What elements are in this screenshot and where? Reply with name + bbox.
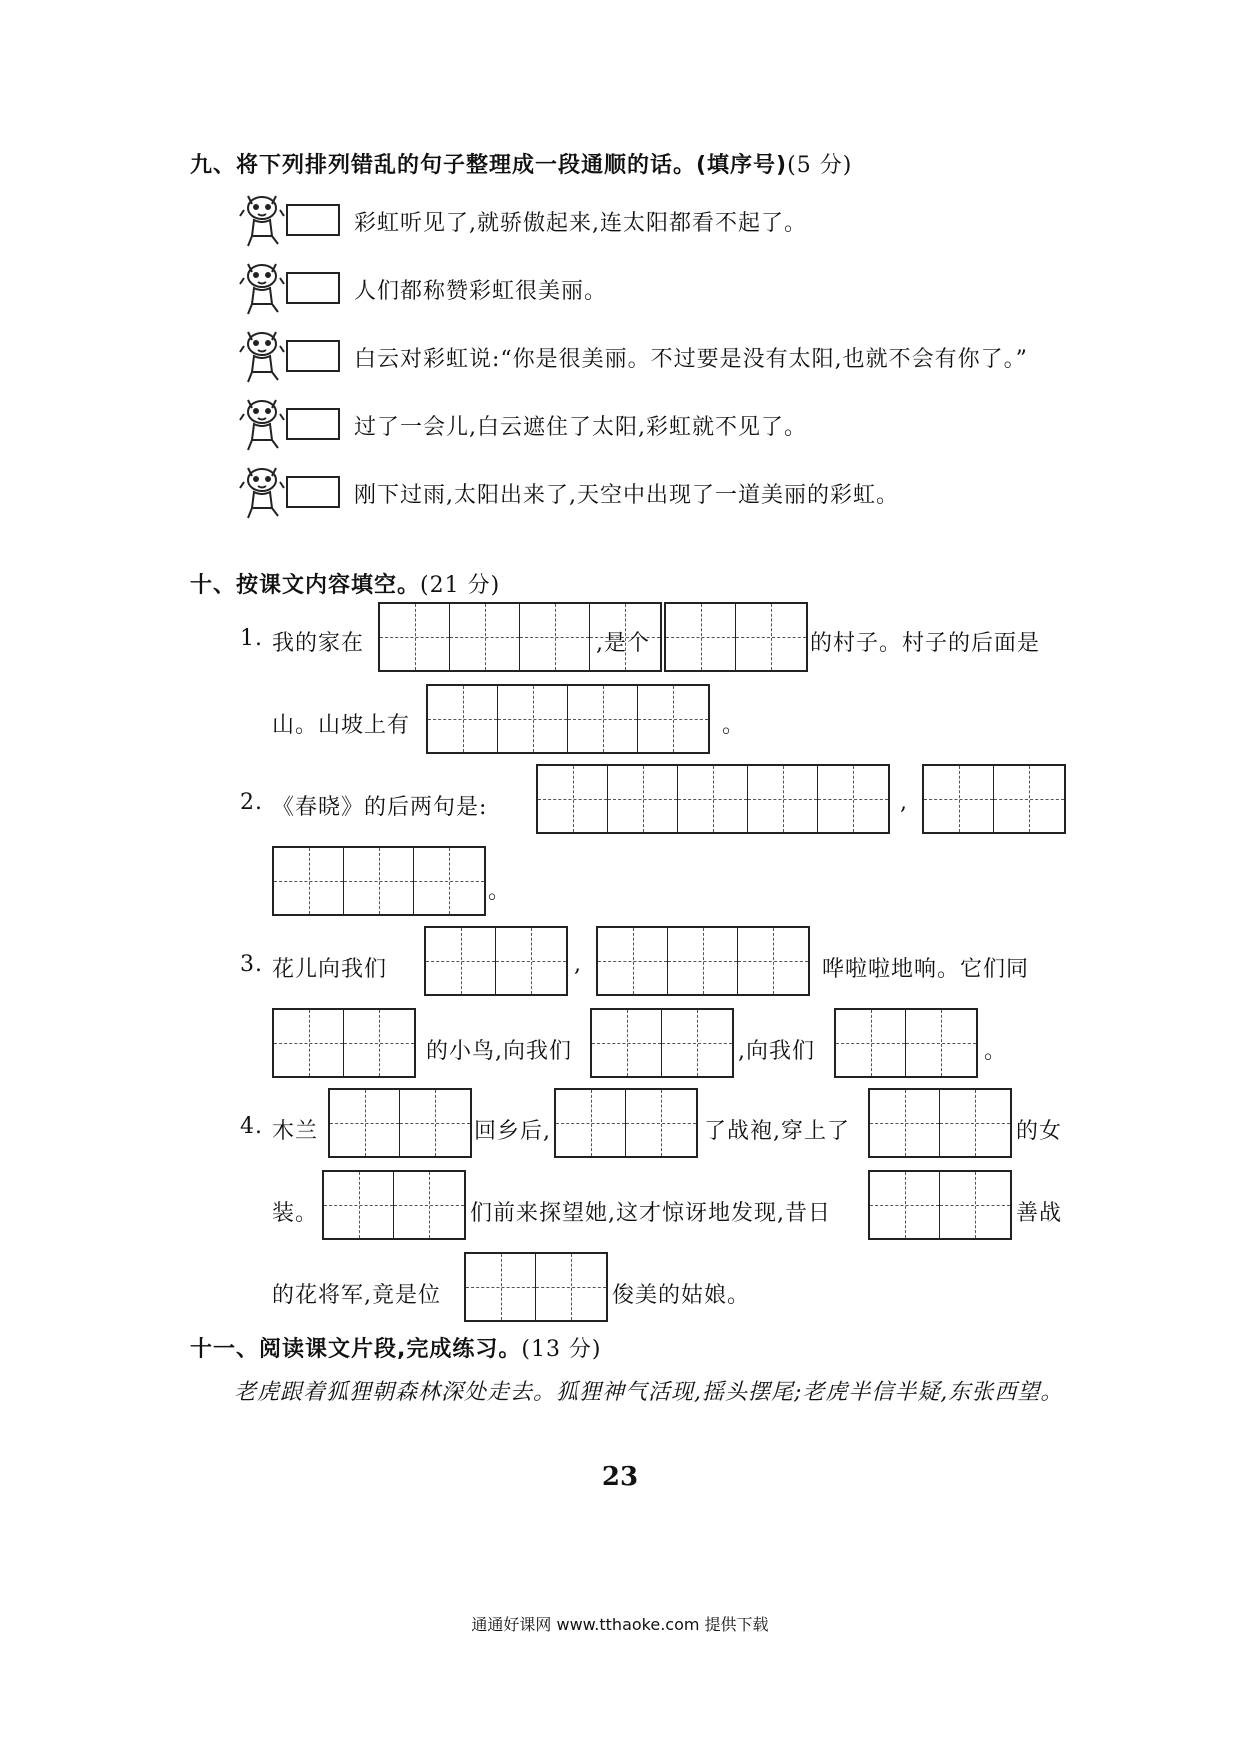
q4-text-b: 回乡后,	[474, 1119, 551, 1144]
answer-grid[interactable]	[596, 926, 810, 996]
grid-cell[interactable]	[870, 1172, 940, 1238]
grid-cell[interactable]	[520, 604, 590, 670]
grid-cell[interactable]	[426, 928, 496, 994]
answer-grid[interactable]	[868, 1170, 1012, 1240]
grid-cell[interactable]	[940, 1172, 1010, 1238]
q1-text-e: 。	[722, 713, 746, 738]
answer-grid[interactable]	[834, 1008, 978, 1078]
grid-cell[interactable]	[568, 686, 638, 752]
grid-cell[interactable]	[836, 1010, 906, 1076]
grid-cell[interactable]	[274, 848, 344, 914]
answer-grid[interactable]	[664, 602, 808, 672]
q2-text-b: ,	[900, 790, 908, 815]
grid-cell[interactable]	[330, 1090, 400, 1156]
q4-text-e: 装。	[272, 1201, 319, 1226]
grid-cell[interactable]	[536, 1254, 606, 1320]
grid-cell[interactable]	[466, 1254, 536, 1320]
q3-text-e: ,向我们	[738, 1039, 815, 1064]
grid-cell[interactable]	[428, 686, 498, 752]
grid-cell[interactable]	[638, 686, 708, 752]
order-number-box[interactable]	[286, 204, 340, 236]
sentence-text: 白云对彩虹说:“你是很美丽。不过要是没有太阳,也就不会有你了。”	[354, 347, 1028, 372]
answer-grid[interactable]	[322, 1170, 466, 1240]
q2-text-a: 《春晓》的后两句是:	[272, 795, 488, 820]
q1-number: 1.	[240, 626, 263, 651]
answer-grid[interactable]	[922, 764, 1066, 834]
download-footer: 通通好课网 www.tthaoke.com 提供下载	[471, 1615, 769, 1634]
answer-grid[interactable]	[426, 684, 710, 754]
section-11-heading	[190, 1332, 602, 1363]
grid-cell[interactable]	[748, 766, 818, 832]
q4-text-h: 的花将军,竟是位	[272, 1283, 441, 1308]
tiger-cartoon-icon	[238, 190, 286, 248]
q4-number: 4.	[240, 1114, 263, 1139]
section-11-title: 十一、阅读课文片段,完成练习。	[190, 1337, 522, 1362]
grid-cell[interactable]	[924, 766, 994, 832]
q4-text-d: 的女	[1016, 1119, 1063, 1144]
grid-cell[interactable]	[344, 848, 414, 914]
q1-text-b: ,是个	[596, 631, 650, 656]
sentence-text: 刚下过雨,太阳出来了,天空中出现了一道美丽的彩虹。	[354, 483, 899, 508]
answer-grid[interactable]	[272, 1008, 416, 1078]
q1-text-a: 我的家在	[272, 631, 365, 656]
section-11-points: (13 分)	[521, 1337, 602, 1362]
grid-cell[interactable]	[400, 1090, 470, 1156]
q3-text-c: 哗啦啦地响。它们同	[822, 957, 1030, 982]
order-number-box[interactable]	[286, 476, 340, 508]
grid-cell[interactable]	[818, 766, 888, 832]
section-10-points: (21 分)	[420, 573, 501, 598]
order-number-box[interactable]	[286, 272, 340, 304]
grid-cell[interactable]	[940, 1090, 1010, 1156]
grid-cell[interactable]	[906, 1010, 976, 1076]
grid-cell[interactable]	[450, 604, 520, 670]
q1-text-d: 山。山坡上有	[272, 713, 411, 738]
grid-cell[interactable]	[414, 848, 484, 914]
q3-number: 3.	[240, 952, 263, 977]
grid-cell[interactable]	[668, 928, 738, 994]
section-9-points: (5 分)	[787, 153, 853, 178]
q3-text-d: 的小鸟,向我们	[426, 1039, 572, 1064]
tiger-cartoon-icon	[238, 394, 286, 452]
q1-text-c: 的村子。村子的后面是	[810, 631, 1041, 656]
answer-grid[interactable]	[424, 926, 568, 996]
section-10-heading	[190, 568, 500, 599]
grid-cell[interactable]	[662, 1010, 732, 1076]
q4-text-g: 善战	[1016, 1201, 1063, 1226]
answer-grid[interactable]	[328, 1088, 472, 1158]
answer-grid[interactable]	[464, 1252, 608, 1322]
grid-cell[interactable]	[592, 1010, 662, 1076]
sentence-text: 人们都称赞彩虹很美丽。	[354, 279, 608, 304]
answer-grid[interactable]	[554, 1088, 698, 1158]
grid-cell[interactable]	[626, 1090, 696, 1156]
grid-cell[interactable]	[344, 1010, 414, 1076]
q4-text-c: 了战袍,穿上了	[704, 1119, 850, 1144]
grid-cell[interactable]	[496, 928, 566, 994]
q4-text-i: 俊美的姑娘。	[612, 1283, 751, 1308]
grid-cell[interactable]	[274, 1010, 344, 1076]
q3-text-f: 。	[984, 1039, 1008, 1064]
tiger-cartoon-icon	[238, 326, 286, 384]
answer-grid[interactable]	[868, 1088, 1012, 1158]
grid-cell[interactable]	[994, 766, 1064, 832]
page-number: 23	[601, 1462, 639, 1492]
q3-text-a: 花儿向我们	[272, 957, 388, 982]
answer-grid[interactable]	[536, 764, 890, 834]
q2-number: 2.	[240, 790, 263, 815]
tiger-cartoon-icon	[238, 258, 286, 316]
q2-text-c: 。	[488, 879, 512, 904]
grid-cell[interactable]	[738, 928, 808, 994]
section-10-title: 十、按课文内容填空。	[190, 573, 421, 598]
q4-text-f: 们前来探望她,这才惊讶地发现,昔日	[470, 1201, 831, 1226]
grid-cell[interactable]	[608, 766, 678, 832]
grid-cell[interactable]	[666, 604, 736, 670]
grid-cell[interactable]	[380, 604, 450, 670]
tiger-cartoon-icon	[238, 462, 286, 520]
reading-passage: 老虎跟着狐狸朝森林深处走去。狐狸神气活现,摇头摆尾;老虎半信半疑,东张西望。	[234, 1380, 1064, 1405]
order-number-box[interactable]	[286, 340, 340, 372]
grid-cell[interactable]	[736, 604, 806, 670]
grid-cell[interactable]	[678, 766, 748, 832]
grid-cell[interactable]	[324, 1172, 394, 1238]
answer-grid[interactable]	[272, 846, 486, 916]
q3-text-b: ,	[574, 952, 582, 977]
grid-cell[interactable]	[394, 1172, 464, 1238]
answer-grid[interactable]	[590, 1008, 734, 1078]
q4-text-a: 木兰	[272, 1119, 319, 1144]
section-9-heading	[190, 148, 852, 179]
sentence-text: 彩虹听见了,就骄傲起来,连太阳都看不起了。	[354, 211, 807, 236]
section-9-title: 九、将下列排列错乱的句子整理成一段通顺的话。(填序号)	[190, 153, 788, 178]
grid-cell[interactable]	[598, 928, 668, 994]
order-number-box[interactable]	[286, 408, 340, 440]
grid-cell[interactable]	[538, 766, 608, 832]
sentence-text: 过了一会儿,白云遮住了太阳,彩虹就不见了。	[354, 415, 807, 440]
grid-cell[interactable]	[556, 1090, 626, 1156]
grid-cell[interactable]	[498, 686, 568, 752]
grid-cell[interactable]	[870, 1090, 940, 1156]
